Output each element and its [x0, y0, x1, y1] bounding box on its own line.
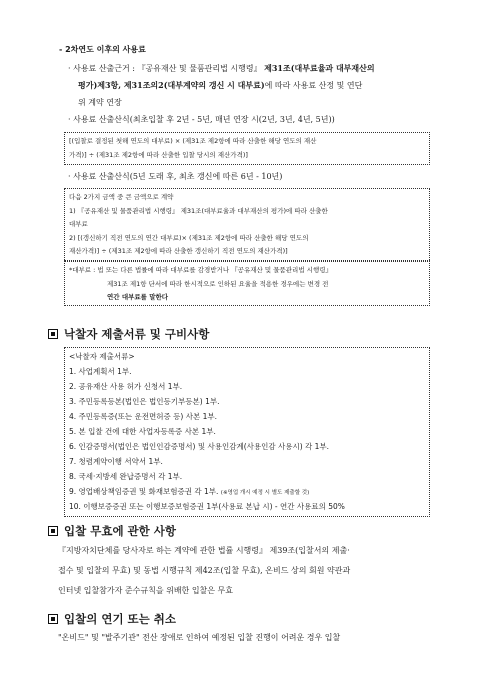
document-item: 4. 주민등록증(또는 운전면허증 등) 사본 1부.: [69, 412, 218, 421]
invalid-line-2: 접수 및 입찰의 무효) 및 동법 시행규칙 제42조(입찰 무효), 온비드 상의 회원 약관과: [58, 566, 351, 575]
document-item-9: [69, 486, 309, 499]
formula-2-label: · 사용료 산출산식(5년 도래 후, 최초 갱신에 따른 6년 - 10년): [68, 172, 283, 181]
postpone-heading-text: 입찰의 연기 또는 취소: [64, 612, 176, 626]
document-item: 2. 공유재산 사용 허가 신청서 1부.: [69, 382, 183, 391]
document-item: 8. 국세·지방세 완납증명서 각 1부.: [69, 472, 183, 481]
documents-heading: [48, 326, 209, 342]
note-line-1: *대부료 : 법 또는 다른 법률에 따라 대부료를 감경받거나 『공유재산 및 물품관리법 시행령』: [69, 266, 332, 274]
formula-1-label: · 사용료 산출산식(최초입찰 후 2년 - 5년, 매년 연장 시(2년, 3년, 4년, 5년)): [68, 115, 335, 124]
basis-line-1-bold: 제31조(대부료율과 대부재산의: [264, 63, 375, 73]
document-item: 7. 청렴계약이행 서약서 1부.: [69, 457, 163, 466]
usage-fee-heading: - 2차연도 이후의 사용료: [59, 45, 146, 54]
document-item: 5. 본 입찰 건에 대한 사업자등록증 사본 1부.: [69, 427, 216, 436]
invalid-line-1: 『지방자치단체를 당사자로 하는 계약에 관한 법률 시행령』 제39조(입찰서의 제출·: [58, 546, 350, 555]
basis-line-1-text: · 사용료 산출근거 : 『공유재산 및 물품관리법 시행령』: [68, 64, 265, 73]
basis-line-3: 위 계약 연장: [78, 98, 122, 107]
document-item-9-text: 9. 영업배상책임증권 및 화재보험증권 각 1부.: [69, 487, 219, 496]
invalid-heading: [48, 523, 176, 539]
basis-line-2: [78, 80, 362, 91]
documents-heading-text: 낙찰자 제출서류 및 구비사항: [64, 327, 210, 341]
postpone-line-1: "온비드" 및 "발주기관" 전산 장애로 인하여 예정된 입찰 진행이 어려운 경우 입찰: [58, 633, 341, 642]
formula-1-line-2: 가격)] ÷ (제31조 제2항에 따라 산출한 입찰 당시의 재산가격)]: [69, 151, 248, 159]
invalid-heading-text: 입찰 무효에 관한 사항: [64, 524, 176, 538]
documents-box: [64, 347, 430, 517]
formula-2-box: [64, 188, 430, 262]
note-line-3: 연간 대부료를 말한다: [107, 293, 169, 301]
formula-1-box: [64, 132, 430, 165]
note-box: [64, 260, 430, 306]
formula-2-line-3: 대부료: [69, 220, 88, 228]
formula-2-line-1: 다음 2가지 금액 중 큰 금액으로 계약: [69, 193, 174, 201]
invalid-line-3: 인터넷 입찰참가자 준수규칙을 위배한 입찰은 무효: [58, 586, 234, 595]
formula-1-line-1: [(입찰로 결정된 첫해 연도의 대부료) × (제31조 제2항에 따라 산출한 해당 연도의 재산: [69, 137, 317, 145]
square-bullet-icon: [48, 526, 58, 536]
basis-line-2-bold: 평가)제3항, 제31조의2(대부계약의 갱신 시 대부료): [78, 80, 265, 90]
postpone-heading: [48, 611, 176, 627]
note-line-2: 제31조 제1항 단서에 따라 한시적으로 인하된 요율을 적용한 경우에는 변경 전: [107, 280, 329, 288]
document-item: 1. 사업계획서 1부.: [69, 367, 132, 376]
basis-line-1: [68, 63, 375, 74]
formula-2-line-4: 2) [(갱신하기 직전 연도의 연간 대부료)× (제31조 제2항에 따라 산출한 해당 연도의: [69, 234, 309, 242]
formula-2-line-5: 재산가격)] ÷ (제31조 제2항에 따라 산출한 갱신하기 직전 연도의 재산가격)]: [69, 247, 288, 255]
document-item-10: 10. 이행보증증권 또는 이행보증보험증권 1부(사용료 본납 시) - 연간 사용료의 50%: [69, 502, 345, 511]
documents-box-title: <낙찰자 제출서류>: [69, 352, 135, 361]
square-bullet-icon: [48, 614, 58, 624]
document-item: 6. 인감증명서(법인은 법인인감증명서) 및 사용인감계(사용인감 사용시) 각 1부.: [69, 442, 330, 451]
document-item: 3. 주민등록등본(법인은 법인등기부등본) 1부.: [69, 397, 220, 406]
basis-line-2-text: 에 따라 사용료 산정 및 연단: [264, 81, 363, 90]
square-bullet-icon: [48, 329, 58, 339]
document-item-9-note: (※영업 개시 예정 시 별도 제출할 것): [220, 490, 310, 496]
formula-2-line-2: 1) 『공유재산 및 물품관리법 시행령』 제31조(대부료율과 대부재산의 평가)에 따라 산출한: [69, 207, 328, 215]
